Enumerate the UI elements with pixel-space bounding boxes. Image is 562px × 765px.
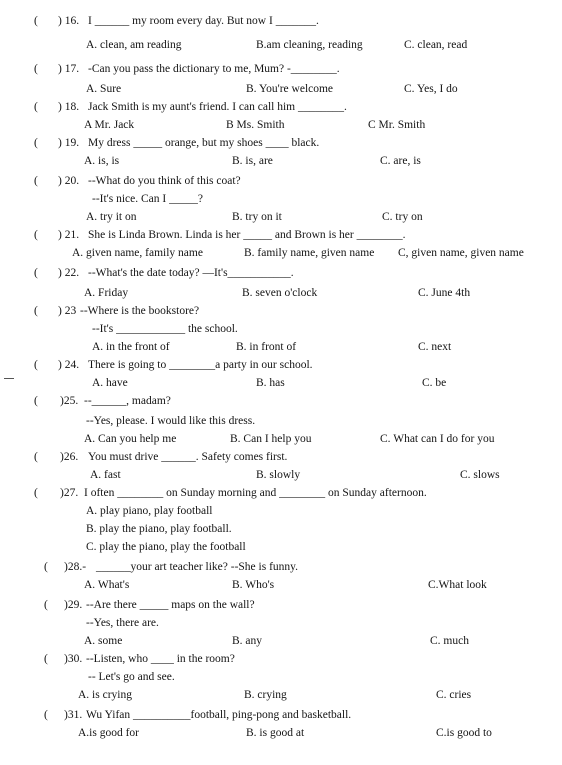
question-number: )31. bbox=[64, 709, 83, 721]
question-number: ) 20. bbox=[58, 175, 80, 187]
option-b: B. in front of bbox=[236, 341, 297, 353]
option-a: A. is, is bbox=[84, 155, 120, 167]
question-25-reply bbox=[0, 412, 562, 430]
question-stem: I ______ my room every day. But now I _______. bbox=[88, 15, 319, 27]
option-c: C. slows bbox=[460, 469, 500, 481]
options-28 bbox=[0, 576, 562, 594]
question-stem: --______, madam? bbox=[84, 395, 171, 407]
question-number: ) 24. bbox=[58, 359, 80, 371]
option-b: B. Can I help you bbox=[230, 433, 312, 445]
option-b: B. Who's bbox=[232, 579, 275, 591]
option-c: C. much bbox=[430, 635, 469, 647]
option-27-a bbox=[0, 502, 562, 520]
answer-paren: ( bbox=[34, 15, 38, 27]
option-a: A. some bbox=[84, 635, 123, 647]
question-30-reply bbox=[0, 668, 562, 686]
option-c: C.is good to bbox=[436, 727, 492, 739]
options-17 bbox=[0, 80, 562, 98]
question-number: )27. bbox=[60, 487, 79, 499]
question-26 bbox=[0, 448, 562, 466]
option-c: C. June 4th bbox=[418, 287, 471, 299]
option-c: C Mr. Smith bbox=[368, 119, 426, 131]
answer-paren: ( bbox=[34, 101, 38, 113]
question-stem: She is Linda Brown. Linda is her _____ and Brown is her ________. bbox=[88, 229, 406, 241]
question-number: )30. bbox=[64, 653, 83, 665]
question-stem: There is going to ________a party in our school. bbox=[88, 359, 313, 371]
question-number: )25. bbox=[60, 395, 79, 407]
question-stem-line-2: --Yes, please. I would like this dress. bbox=[86, 415, 256, 427]
options-29 bbox=[0, 632, 562, 650]
option-c: C. be bbox=[422, 377, 447, 389]
question-stem-line-2: -- Let's go and see. bbox=[88, 671, 175, 683]
option-27-b bbox=[0, 520, 562, 538]
option-a: A. Can you help me bbox=[84, 433, 177, 445]
option-b: B. is good at bbox=[246, 727, 305, 739]
question-27 bbox=[0, 484, 562, 502]
option-c: C. clean, read bbox=[404, 39, 468, 51]
option-a: A.is good for bbox=[78, 727, 140, 739]
question-24 bbox=[0, 356, 562, 374]
option-b: B. any bbox=[232, 635, 263, 647]
question-stem: --Where is the bookstore? bbox=[80, 305, 200, 317]
answer-paren: ( bbox=[44, 653, 48, 665]
options-18 bbox=[0, 116, 562, 134]
option-b: B. seven o'clock bbox=[242, 287, 318, 299]
options-23 bbox=[0, 338, 562, 356]
option-a: A. given name, family name bbox=[72, 247, 203, 259]
options-16 bbox=[0, 36, 562, 54]
option-a: A. in the front of bbox=[92, 341, 170, 353]
question-number: )29. bbox=[64, 599, 83, 611]
question-stem: Wu Yifan __________football, ping-pong and basketball. bbox=[86, 709, 352, 721]
question-number: ) 19. bbox=[58, 137, 80, 149]
answer-paren: ( bbox=[34, 267, 38, 279]
options-25 bbox=[0, 430, 562, 448]
option-c: C. next bbox=[418, 341, 452, 353]
question-20-reply bbox=[0, 190, 562, 208]
option-c: C, given name, given name bbox=[398, 247, 524, 259]
option-a: A. try it on bbox=[86, 211, 137, 223]
question-stem: --Listen, who ____ in the room? bbox=[86, 653, 235, 665]
question-31 bbox=[0, 706, 562, 724]
answer-paren: ( bbox=[44, 709, 48, 721]
answer-paren: ( bbox=[34, 395, 38, 407]
question-21 bbox=[0, 226, 562, 244]
option-a: A. have bbox=[92, 377, 128, 389]
question-stem: --Are there _____ maps on the wall? bbox=[86, 599, 255, 611]
option-b: B. has bbox=[256, 377, 285, 389]
option-27-c bbox=[0, 538, 562, 556]
question-23-reply bbox=[0, 320, 562, 338]
options-26 bbox=[0, 466, 562, 484]
option-b: B.am cleaning, reading bbox=[256, 39, 363, 51]
option-c: C. play the piano, play the football bbox=[86, 541, 246, 553]
options-19 bbox=[0, 152, 562, 170]
option-b: B. is, are bbox=[232, 155, 273, 167]
option-b: B. family name, given name bbox=[244, 247, 375, 259]
options-20 bbox=[0, 208, 562, 226]
question-number: )26. bbox=[60, 451, 79, 463]
question-28 bbox=[0, 558, 562, 576]
answer-paren: ( bbox=[34, 359, 38, 371]
question-number: ) 22. bbox=[58, 267, 80, 279]
options-22 bbox=[0, 284, 562, 302]
question-29-reply bbox=[0, 614, 562, 632]
question-number: ) 23 bbox=[58, 305, 77, 317]
question-29 bbox=[0, 596, 562, 614]
question-stem: Jack Smith is my aunt's friend. I can call him ________. bbox=[88, 101, 347, 113]
option-a: A. play piano, play football bbox=[86, 505, 213, 517]
option-c: C. Yes, I do bbox=[404, 83, 458, 95]
question-stem: --What's the date today? —It's___________. bbox=[88, 267, 294, 279]
answer-paren: ( bbox=[34, 175, 38, 187]
option-b: B. slowly bbox=[256, 469, 301, 481]
question-stem: ______your art teacher like? --She is funny. bbox=[96, 561, 299, 573]
answer-paren: ( bbox=[34, 451, 38, 463]
option-c: C. try on bbox=[382, 211, 423, 223]
question-17 bbox=[0, 60, 562, 78]
option-b: B. crying bbox=[244, 689, 287, 701]
question-22 bbox=[0, 264, 562, 282]
question-23 bbox=[0, 302, 562, 320]
option-b: B Ms. Smith bbox=[226, 119, 285, 131]
option-a: A. Friday bbox=[84, 287, 129, 299]
answer-paren: ( bbox=[44, 561, 48, 573]
question-number: )28.- bbox=[64, 561, 87, 573]
answer-paren: ( bbox=[34, 63, 38, 75]
option-b: B. You're welcome bbox=[246, 83, 334, 95]
question-stem-line-2: --Yes, there are. bbox=[86, 617, 159, 629]
question-25 bbox=[0, 392, 562, 410]
question-stem-line-2: --It's ____________ the school. bbox=[92, 323, 238, 335]
option-a: A. fast bbox=[90, 469, 121, 481]
option-a: A. What's bbox=[84, 579, 130, 591]
question-stem-line-2: --It's nice. Can I _____? bbox=[92, 193, 203, 205]
option-a: A. clean, am reading bbox=[86, 39, 182, 51]
answer-paren: ( bbox=[34, 137, 38, 149]
question-stem: You must drive ______. Safety comes first. bbox=[88, 451, 288, 463]
answer-paren: ( bbox=[34, 305, 38, 317]
question-stem: My dress _____ orange, but my shoes ____ black. bbox=[88, 137, 320, 149]
question-18 bbox=[0, 98, 562, 116]
question-30 bbox=[0, 650, 562, 668]
answer-paren: ( bbox=[34, 229, 38, 241]
question-number: ) 16. bbox=[58, 15, 80, 27]
question-19 bbox=[0, 134, 562, 152]
options-24 bbox=[0, 374, 562, 392]
option-b: B. try on it bbox=[232, 211, 282, 223]
question-stem: -Can you pass the dictionary to me, Mum? -________. bbox=[88, 63, 340, 75]
option-c: C. are, is bbox=[380, 155, 421, 167]
answer-paren: ( bbox=[44, 599, 48, 611]
options-21 bbox=[0, 244, 562, 262]
question-20 bbox=[0, 172, 562, 190]
option-a: A. Sure bbox=[86, 83, 122, 95]
option-c: C. What can I do for you bbox=[380, 433, 495, 445]
question-number: ) 17. bbox=[58, 63, 80, 75]
option-b: B. play the piano, play football. bbox=[86, 523, 232, 535]
question-stem: --What do you think of this coat? bbox=[88, 175, 241, 187]
option-a: A Mr. Jack bbox=[84, 119, 135, 131]
question-number: ) 18. bbox=[58, 101, 80, 113]
option-c: C.What look bbox=[428, 579, 487, 591]
question-16 bbox=[0, 12, 562, 30]
answer-paren: ( bbox=[34, 487, 38, 499]
options-30 bbox=[0, 686, 562, 704]
options-31 bbox=[0, 724, 562, 742]
question-stem: I often ________ on Sunday morning and ________ on Sunday afternoon. bbox=[84, 487, 427, 499]
option-c: C. cries bbox=[436, 689, 472, 701]
question-number: ) 21. bbox=[58, 229, 80, 241]
option-a: A. is crying bbox=[78, 689, 132, 701]
